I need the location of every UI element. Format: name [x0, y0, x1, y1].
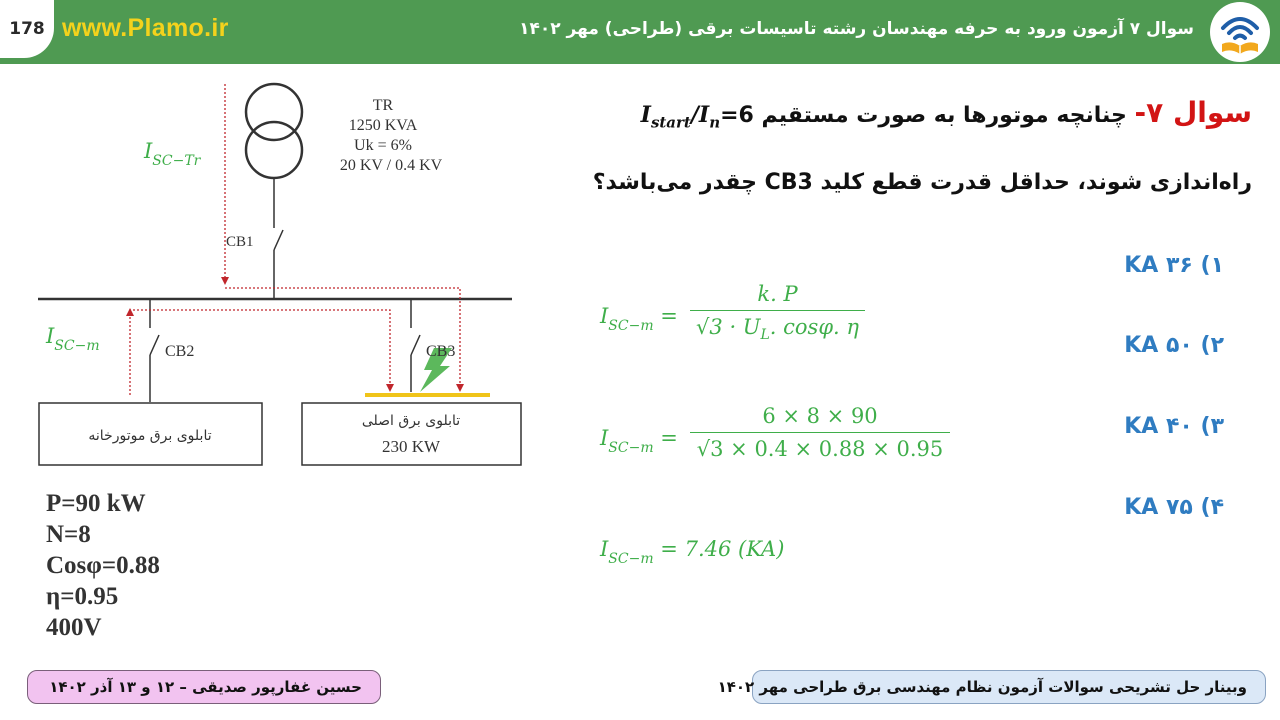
- formula-2-lhs: $I_{SC-m}$ =: [600, 426, 678, 456]
- site-url[interactable]: www.Plamo.ir: [62, 14, 229, 42]
- isc-tr-label: $I_{SC-Tr}$: [144, 139, 201, 169]
- formula-2-fraction: $\frac{6 \times 8 \times 90}{√3 \times 0.4 \times 0.88 \times 0.95}$: [690, 404, 950, 461]
- question-line-2: راه‌اندازی شوند، حداقل قدرت قطع کلید CB3 چقدر می‌باشد؟: [592, 170, 1252, 195]
- option-3[interactable]: ۳) ۴۰ KA: [1124, 414, 1224, 439]
- param-voltage: 400V: [46, 614, 102, 641]
- panel-main-power: 230 KW: [381, 437, 441, 456]
- formula-3-result: $I_{SC-m} = 7.46$ (KA): [600, 537, 785, 567]
- tr-label: TR: [372, 97, 394, 114]
- cb2-label: CB2: [165, 343, 195, 360]
- start-ratio: $I_{start}/I_n=6$: [640, 102, 754, 132]
- question-number: سوال ۷-: [1134, 96, 1252, 129]
- single-line-diagram: [0, 70, 560, 470]
- logo: [1210, 2, 1270, 62]
- cb3-label: CB3: [426, 343, 456, 360]
- option-2[interactable]: ۲) ۵۰ KA: [1124, 333, 1224, 358]
- cb2-switch: [150, 335, 159, 355]
- page-number: 178: [0, 0, 54, 58]
- footer-presenter: حسین غفارپور صدیقی – ۱۲ و ۱۳ آذر ۱۴۰۲: [27, 670, 381, 704]
- param-efficiency: η=0.95: [46, 583, 119, 610]
- question-text-1: چنانچه موتورها به صورت مستقیم: [761, 103, 1127, 128]
- formula-1-lhs: $I_{SC-m}$ =: [600, 304, 678, 334]
- wifi-book-icon: [1210, 2, 1270, 62]
- option-1[interactable]: ۱) ۳۶ KA: [1124, 253, 1224, 278]
- transformer-secondary-winding: [246, 122, 302, 178]
- isc-m-label: $I_{SC-m}$: [46, 324, 100, 354]
- tr-kv: 20 KV / 0.4 KV: [339, 157, 443, 174]
- param-cosphi: Cosφ=0.88: [46, 552, 160, 579]
- cb1-switch: [274, 230, 283, 250]
- panel-main-label: تابلوی برق اصلی: [361, 413, 461, 429]
- header-title: سوال ۷ آزمون ورود به حرفه مهندسان رشته تاسیسات برقی (طراحی) مهر ۱۴۰۲: [519, 19, 1194, 39]
- question-line-1: [641, 96, 1252, 131]
- footer-webinar-title: وبینار حل تشریحی سوالات آزمون نظام مهندسی برق طراحی مهر ۱۴۰۲: [752, 670, 1266, 704]
- formula-1-fraction: $\frac{k. P}{√3 \cdot U_L. \cos\varphi. \eta}$: [690, 282, 865, 339]
- tr-kva: 1250 KVA: [348, 117, 418, 134]
- tr-uk: Uk = 6%: [354, 137, 412, 154]
- motor-parameters: [46, 488, 160, 643]
- param-count: N=8: [46, 521, 91, 548]
- option-4[interactable]: ۴) ۷۵ KA: [1124, 495, 1224, 520]
- cb1-label: CB1: [226, 234, 254, 250]
- param-power: P=90 kW: [46, 490, 146, 517]
- cb3-switch: [411, 335, 420, 355]
- panel-motor-label: تابلوی برق موتورخانه: [88, 428, 212, 444]
